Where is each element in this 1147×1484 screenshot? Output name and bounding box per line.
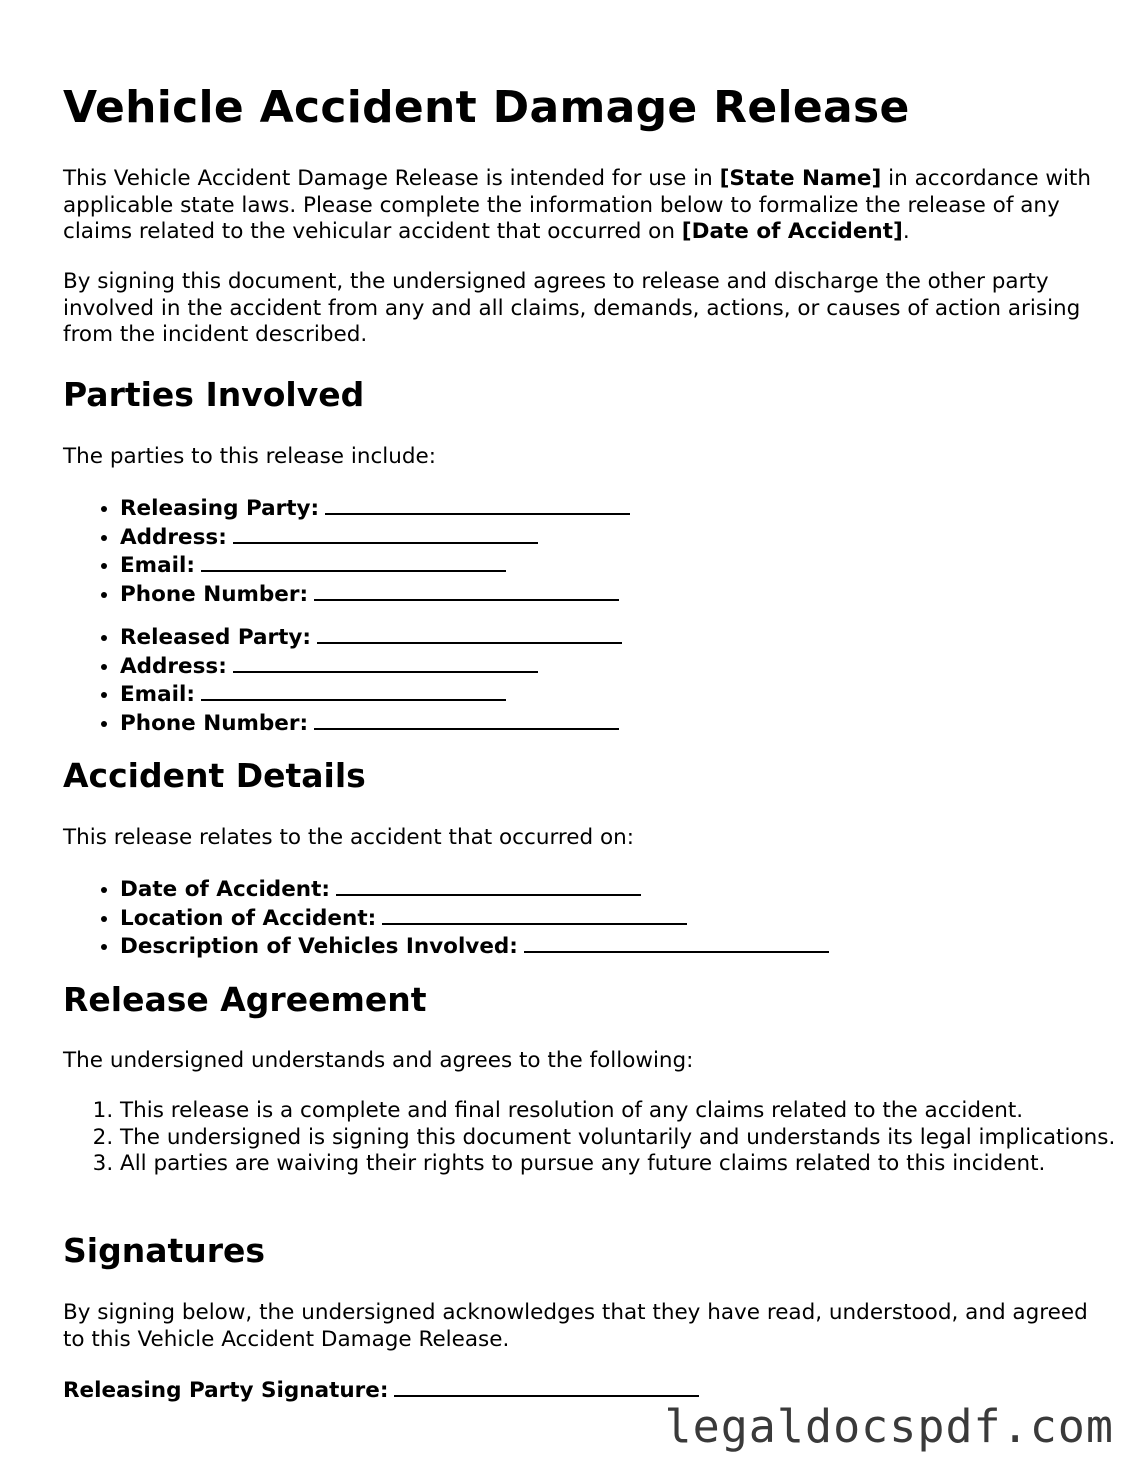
list-item: • Date of Accident: (120, 875, 1147, 904)
list-item: • Phone Number: (120, 580, 1147, 609)
release-paragraph: By signing this document, the undersigned agrees to release and discharge the other party involved in the accident from any and all claims, demands, actions, or causes of action arising from the incident described. (63, 269, 1081, 347)
list-item: • Description of Vehicles Involved: (120, 932, 1147, 961)
agreement-heading: Release Agreement (63, 980, 427, 1019)
releasing-address-blank[interactable] (233, 523, 538, 544)
signatures-intro: By signing below, the undersigned acknowledges that they have read, understood, and agreed to this Vehicle Accident Damage Release. (63, 1300, 1088, 1352)
accident-intro: This release relates to the accident that occurred on: (63, 825, 635, 850)
releasing-signature-line: Releasing Party Signature: (63, 1376, 699, 1403)
intro-paragraph (63, 166, 1093, 246)
list-item: • Address: (120, 523, 1147, 552)
list-item: 3. All parties are waiving their rights to pursue any future claims related to this incident. (120, 1151, 1147, 1178)
list-item: • Phone Number: (120, 709, 1147, 738)
accident-location-blank[interactable] (382, 904, 687, 925)
released-email-blank[interactable] (201, 680, 506, 701)
intro-text-2: in accordance with applicable state laws. Please complete the information below to formalize the release of any claims related to the vehicular accident that occurred on (63, 166, 1091, 244)
list-item: • Releasing Party: (120, 494, 1147, 523)
parties-heading: Parties Involved (63, 375, 365, 414)
intro-text-3: . (902, 219, 910, 244)
watermark-logo: legaldocspdf.com (664, 1400, 1114, 1453)
releasing-phone-blank[interactable] (314, 580, 619, 601)
signatures-heading: Signatures (63, 1231, 266, 1270)
date-of-accident-placeholder: [Date of Accident] (681, 219, 903, 244)
releasing-email-blank[interactable] (201, 551, 506, 572)
parties-intro: The parties to this release include: (63, 444, 437, 469)
list-item: • Location of Accident: (120, 904, 1147, 933)
state-name-placeholder: [State Name] (719, 166, 882, 191)
releasing-party-list (63, 494, 1147, 608)
list-item: 2. The undersigned is signing this document voluntarily and understands its legal implications. (120, 1125, 1147, 1152)
list-item: • Released Party: (120, 623, 1147, 652)
vehicles-description-blank[interactable] (524, 932, 829, 953)
accident-details-list (63, 875, 1147, 961)
list-item: • Email: (120, 680, 1147, 709)
releasing-party-blank[interactable] (325, 494, 630, 515)
list-item: • Address: (120, 652, 1147, 681)
released-party-list (63, 623, 1147, 737)
document-title: Vehicle Accident Damage Release (63, 82, 910, 133)
intro-text-1: This Vehicle Accident Damage Release is intended for use in (63, 166, 720, 191)
released-phone-blank[interactable] (314, 709, 619, 730)
accident-date-blank[interactable] (336, 875, 641, 896)
agreement-list (63, 1098, 1147, 1178)
releasing-signature-blank[interactable] (394, 1376, 699, 1397)
agreement-intro: The undersigned understands and agrees to the following: (63, 1048, 694, 1073)
released-party-blank[interactable] (317, 623, 622, 644)
accident-heading: Accident Details (63, 756, 366, 795)
released-address-blank[interactable] (233, 652, 538, 673)
list-item: • Email: (120, 551, 1147, 580)
list-item: 1. This release is a complete and final resolution of any claims related to the accident. (120, 1098, 1147, 1125)
